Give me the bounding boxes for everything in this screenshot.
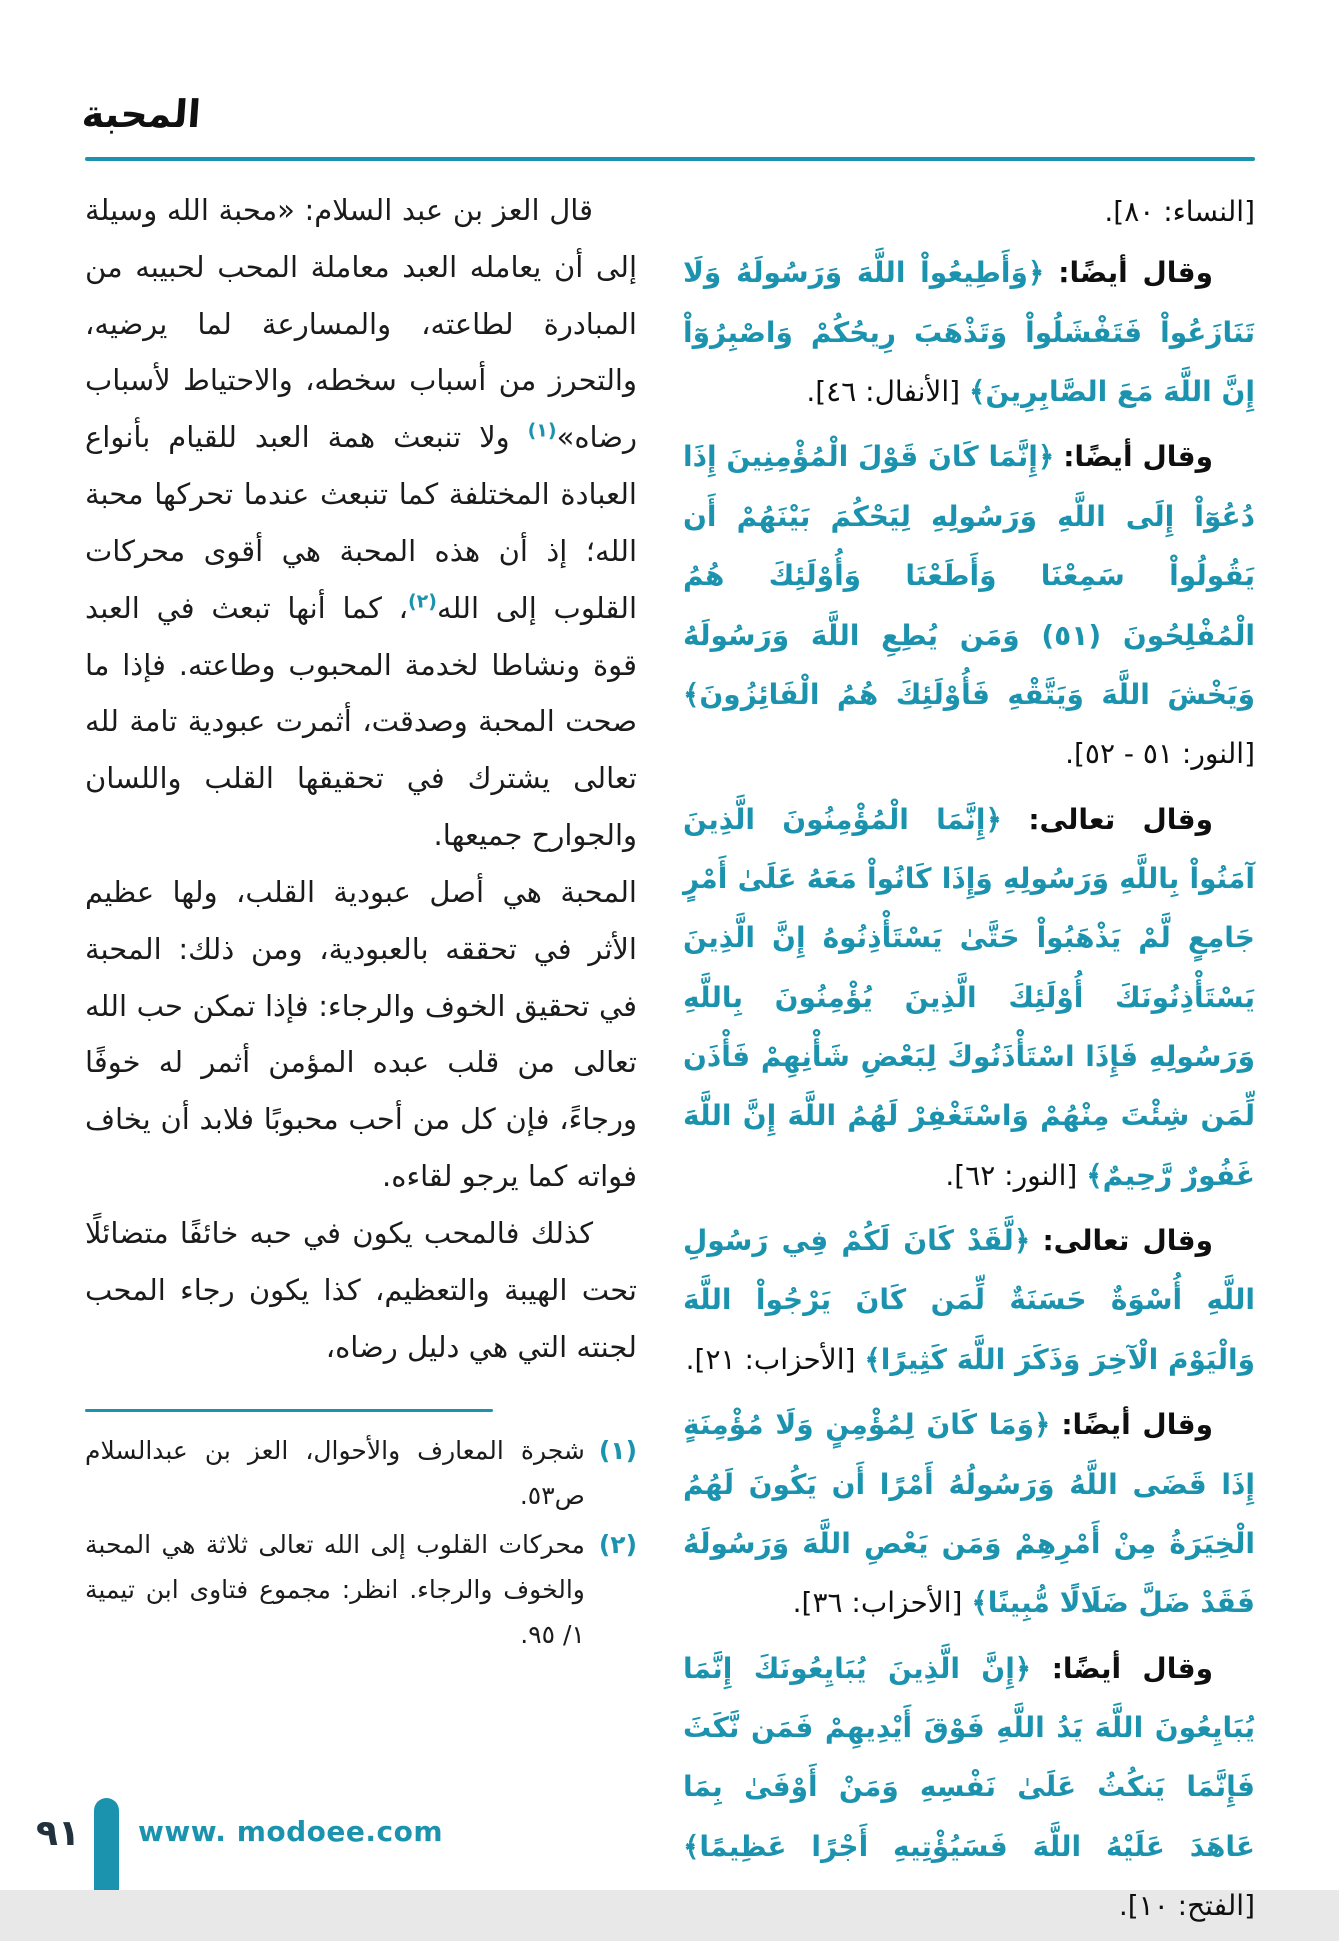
surah-reference: [الأنفال: ٤٦]. [806, 375, 961, 409]
body-text-segment: ولا تنبعث همة العبد للقيام بأنواع العبادة المختلفة كما تنبعث عندما تحركها محبة الله؛ إذ أن هذه المحبة هي أقوى محركات القلوب إلى الله [85, 420, 637, 625]
content-columns [85, 182, 1255, 1941]
verse-block [683, 427, 1255, 783]
footnotes-section [85, 1409, 637, 1657]
verse-block [683, 1395, 1255, 1632]
body-text-segment: قال العز بن عبد السلام: «محبة الله وسيلة إلى أن يعامله العبد معاملة المحب لحبيبه من المبادرة لطاعته، والمسارعة لما يرضيه، والتحرز من أسباب سخطه، والاحتياط لأسباب رضاه» [85, 193, 637, 455]
footnote-number: (١) [598, 1436, 637, 1466]
surah-reference: [الفتح: ١٠]. [1118, 1889, 1255, 1923]
body-paragraph-2: المحبة هي أصل عبودية القلب، ولها عظيم الأثر في تحققه بالعبودية، ومن ذلك: المحبة في تحقيق الخوف والرجاء: فإذا تمكن حب الله تعالى من قلب عبده المؤمن أثمر له خوفًا ورجاءً، فإن كل من أحب محبوبًا فلابد أن يخاف فواته كما يرجو لقاءه. [85, 874, 637, 1194]
footnote-text: شجرة المعارف والأحوال، العز بن عبدالسلام ص٥٣. [85, 1436, 585, 1511]
footnote-divider-rule [85, 1409, 493, 1412]
verse-reference-line [683, 182, 1255, 241]
surah-reference: [الأحزاب: ٣٦]. [792, 1586, 963, 1620]
verse-intro: وقال تعالى: [1028, 802, 1214, 836]
footnote-text: محركات القلوب إلى الله تعالى ثلاثة هي المحبة والخوف والرجاء. انظر: مجموع فتاوى ابن تيمية ١/ ٩٥. [85, 1530, 585, 1650]
body-column [85, 182, 637, 1941]
verse-block [683, 1211, 1255, 1389]
quran-text: ﴿إِنَّمَا الْمُؤْمِنُونَ الَّذِينَ آمَنُواْ بِاللَّهِ وَرَسُولِهِ وَإِذَا كَانُواْ مَعَهُ عَلَىٰ أَمْرٍ جَامِعٍ لَّمْ يَذْهَبُواْ حَتَّىٰ يَسْتَأْذِنُوهُ إِنَّ الَّذِينَ يَسْتَأْذِنُونَكَ أُوْلَئِكَ الَّذِينَ يُؤْمِنُونَ بِاللَّهِ وَرَسُولِهِ فَإِذَا اسْتَأْذَنُوكَ لِبَعْضِ شَأْنِهِمْ فَأْذَن لِّمَن شِئْتَ مِنْهُمْ وَاسْتَغْفِرْ لَهُمُ اللَّهَ إِنَّ اللَّهَ غَفُورٌ رَّحِيمٌ﴾ [683, 802, 1255, 1192]
verse-intro: وقال أيضًا: [1061, 1408, 1213, 1442]
quran-text: ﴿وَمَا كَانَ لِمُؤْمِنٍ وَلَا مُؤْمِنَةٍ إِذَا قَضَى اللَّهُ وَرَسُولُهُ أَمْرًا أَن يَكُونَ لَهُمُ الْخِيَرَةُ مِنْ أَمْرِهِمْ وَمَن يَعْصِ اللَّهَ وَرَسُولَهُ فَقَدْ ضَلَّ ضَلَالًا مُّبِينًا﴾ [683, 1408, 1255, 1620]
footer-accent-bar [94, 1798, 119, 1890]
body-text-segment: ، كما أنها تبعث في العبد قوة ونشاطا لخدمة المحبوب وطاعته. فإذا ما صحت المحبة وصدقت، أثمرت عبودية تامة لله تعالى يشترك في تحقيقها القلب واللسان والجوارح جميعها. [85, 590, 637, 853]
footnote-number: (٢) [598, 1530, 637, 1560]
verse-intro: وقال أيضًا: [1051, 1651, 1213, 1685]
verse-intro: وقال أيضًا: [1058, 256, 1213, 290]
verse-block [683, 1639, 1255, 1936]
footnote-item [85, 1522, 637, 1657]
page-footer [0, 1790, 1339, 1890]
verse-block [683, 790, 1255, 1206]
quran-column [683, 182, 1255, 1941]
quran-text: ﴿إِنَّمَا كَانَ قَوْلَ الْمُؤْمِنِينَ إِذَا دُعُوٓاْ إِلَى اللَّهِ وَرَسُولِهِ لِيَحْكُمَ بَيْنَهُمْ أَن يَقُولُواْ سَمِعْنَا وَأَطَعْنَا وَأُوْلَئِكَ هُمُ الْمُفْلِحُونَ (٥١) وَمَن يُطِعِ اللَّهَ وَرَسُولَهُ وَيَخْشَ اللَّهَ وَيَتَّقْهِ فَأُوْلَئِكَ هُمُ الْفَائِزُونَ﴾ [683, 440, 1255, 711]
page-number: ٩١ [36, 1813, 80, 1854]
quran-text: ﴿لَّقَدْ كَانَ لَكُمْ فِي رَسُولِ اللَّهِ أُسْوَةٌ حَسَنَةٌ لِّمَن كَانَ يَرْجُواْ اللَّهَ وَالْيَوْمَ الْآخِرَ وَذَكَرَ اللَّهَ كَثِيرًا﴾ [683, 1224, 1255, 1376]
chapter-title: المحبة [80, 92, 203, 136]
footnote-ref-2: (٢) [407, 590, 437, 613]
verse-intro: وقال أيضًا: [1063, 440, 1213, 474]
surah-reference: [النور: ٥١ - ٥٢]. [1065, 737, 1255, 771]
body-paragraph-3: كذلك فالمحب يكون في حبه خائفًا متضائلًا تحت الهيبة والتعظيم، كذا يكون رجاء المحب لجنته التي هي دليل رضاه، [85, 1215, 637, 1364]
surah-reference: [النور: ٦٢]. [945, 1158, 1078, 1192]
quran-text: ﴿وَأَطِيعُواْ اللَّهَ وَرَسُولَهُ وَلَا تَنَازَعُواْ فَتَفْشَلُواْ وَتَذْهَبَ رِيحُكُمْ وَاصْبِرُوٓاْ إِنَّ اللَّهَ مَعَ الصَّابِرِينَ﴾ [683, 256, 1255, 409]
footnote-ref-1: (١) [527, 419, 557, 442]
body-paragraph-1 [85, 182, 637, 864]
verse-intro: وقال تعالى: [1042, 1224, 1213, 1258]
quran-text: ﴿إِنَّ الَّذِينَ يُبَايِعُونَكَ إِنَّمَا يُبَايِعُونَ اللَّهَ يَدُ اللَّهِ فَوْقَ أَيْدِيهِمْ فَمَن نَّكَثَ فَإِنَّمَا يَنكُثُ عَلَىٰ نَفْسِهِ وَمَنْ أَوْفَىٰ بِمَا عَاهَدَ عَلَيْهُ اللَّهَ فَسَيُؤْتِيهِ أَجْرًا عَظِيمًا﴾ [683, 1651, 1255, 1863]
surah-reference: [النساء: ٨٠]. [1104, 195, 1255, 228]
surah-reference: [الأحزاب: ٢١]. [685, 1342, 856, 1376]
footnote-item [85, 1428, 637, 1518]
verse-block [683, 243, 1255, 421]
header-divider-rule [85, 157, 1255, 161]
website-link[interactable]: www. modoee.com [138, 1815, 444, 1848]
